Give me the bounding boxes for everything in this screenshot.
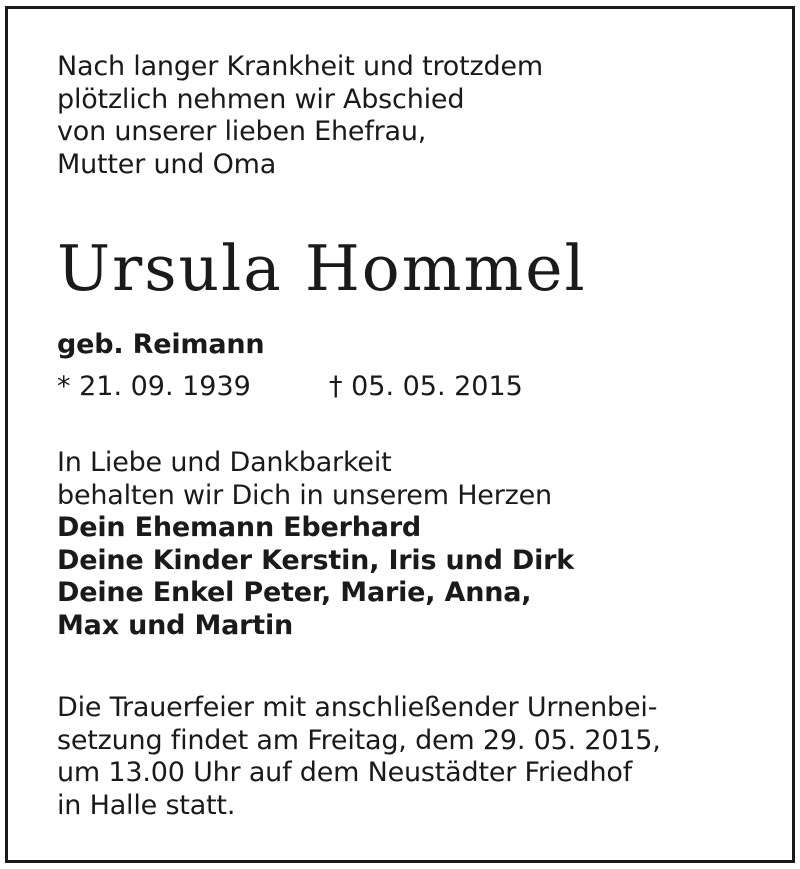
mourning-line: behalten wir Dich in unserem Herzen <box>57 479 552 511</box>
mourning-line: In Liebe und Dankbarkeit <box>57 447 392 478</box>
service-line: um 13.00 Uhr auf dem Neustädter Friedhof <box>57 757 633 788</box>
family-line: Deine Kinder Kerstin, Iris und Dirk <box>57 544 575 576</box>
intro-text <box>57 51 772 181</box>
family-line: Dein Ehemann Eberhard <box>57 512 422 543</box>
birth-date: * 21. 09. 1939 <box>57 371 251 402</box>
maiden-name-block <box>57 329 772 362</box>
service-line: Die Trauerfeier mit anschließender Urnenbei- <box>57 692 658 723</box>
deceased-name: Ursula Hommel <box>57 232 587 305</box>
mourning-text <box>57 447 772 642</box>
service-details <box>57 692 772 822</box>
service-line: in Halle statt. <box>57 789 236 821</box>
maiden-name: geb. Reimann <box>57 329 265 360</box>
service-line: setzung findet am Freitag, dem 29. 05. 2015, <box>57 724 661 756</box>
intro-line: Mutter und Oma <box>57 148 277 180</box>
family-line: Deine Enkel Peter, Marie, Anna, <box>57 577 532 608</box>
death-date: † 05. 05. 2015 <box>329 371 523 402</box>
intro-line: plötzlich nehmen wir Abschied <box>57 83 465 115</box>
intro-line: von unserer lieben Ehefrau, <box>57 116 427 147</box>
obituary-notice <box>5 6 795 863</box>
family-line: Max und Martin <box>57 609 294 641</box>
life-dates <box>57 371 772 405</box>
intro-line: Nach langer Krankheit und trotzdem <box>57 51 543 82</box>
